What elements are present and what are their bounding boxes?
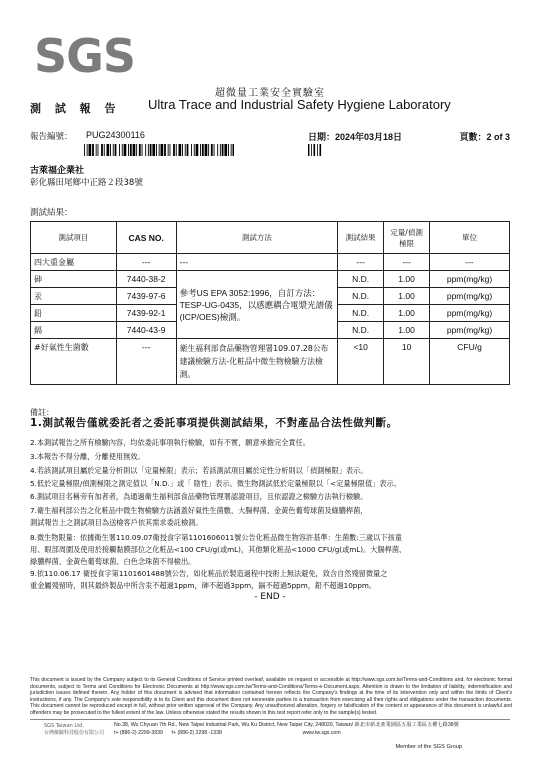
cell-method-metals: 參考US EPA 3052:1996，自訂方法：TESP-UG-0435，以感應耦合電漿光譜儀(ICP/OES)檢測。 <box>176 271 338 339</box>
report-title: 測 試 報 告 <box>30 102 121 115</box>
cell-limit: --- <box>384 254 430 271</box>
note-4: 4.若該測試項目屬於定量分析則以「定量極限」表示；若該測試項目屬於定性分析則以「偵測極限」表示。 <box>30 466 368 475</box>
footer-address-block <box>114 721 459 737</box>
results-table <box>30 221 510 385</box>
header-item: 測試項目 <box>31 222 117 254</box>
cell-limit: 10 <box>384 339 430 385</box>
client-name: 古萊福企業社 <box>30 166 85 176</box>
header-limit: 定量/偵測極限 <box>384 222 430 254</box>
note-7-cont: 測試報告上之測試項目為送檢客戶依其需求委託檢測。 <box>30 518 203 527</box>
footer-company: SGS Taiwan Ltd. 台灣檢驗科技股份有限公司 <box>44 723 105 736</box>
cell-result: <10 <box>338 339 384 385</box>
note-9-cont: 重金屬殘留時，則其最終製品中所含汞不超過1ppm，砷不超過3ppm，鎘不超過5ppm，鉛不超過10ppm。 <box>30 581 377 590</box>
end-marker: - END - <box>254 592 286 602</box>
cell-unit: ppm(mg/kg) <box>430 305 510 322</box>
cell-cas: 7439-97-6 <box>116 288 176 305</box>
notes-title: 備註： <box>30 408 54 417</box>
cell-result: --- <box>338 254 384 271</box>
cell-method: --- <box>176 254 338 271</box>
cell-result: N.D. <box>338 322 384 339</box>
note-1: 1.測試報告僅就委託者之委託事項提供測試結果，不對產品合法性做判斷。 <box>30 417 398 429</box>
header-unit: 單位 <box>430 222 510 254</box>
note-3: 3.本報告不得分離，分離使用無效。 <box>30 452 145 461</box>
lab-name-cn: 超微量工業安全實驗室 <box>215 88 325 99</box>
cell-method-micro: 衛生福利部食品藥物管理署109.07.28公布建議檢驗方法-化粧品中微生物檢驗方法檢測。 <box>176 339 338 385</box>
table-row <box>31 339 510 385</box>
cell-cas: --- <box>116 339 176 385</box>
footer-contacts: t+ (886-2) 2299-3939 f+ (886-2) 2298 -1338 www.tw.sgs.com <box>114 730 341 736</box>
cell-cas: 7440-43-9 <box>116 322 176 339</box>
note-8-cont-1: 用、眼部周圍及使用於接觸黏膜部位之化粧品<100 CFU/g(或mL)，其他類化粧品<1000 CFU/g(或mL)。大腸桿菌、 <box>30 545 407 554</box>
barcode <box>84 144 234 156</box>
header-cas: CAS NO. <box>116 222 176 254</box>
note-5: 5.低於定量極限/偵測極限之測定值以「N.D.」或「 陰性」表示。微生物測試低於定量極限以「<定量極限值」表示。 <box>30 479 401 488</box>
cell-result: N.D. <box>338 271 384 288</box>
cell-result: N.D. <box>338 288 384 305</box>
table-header-row <box>31 222 510 254</box>
cell-limit: 1.00 <box>384 305 430 322</box>
cell-cas: 7440-38-2 <box>116 271 176 288</box>
page-number: 頁數：2 of 3 <box>459 132 510 142</box>
cell-cas: --- <box>116 254 176 271</box>
cell-unit: ppm(mg/kg) <box>430 271 510 288</box>
sgs-logo: SGS <box>34 29 136 83</box>
cell-limit: 1.00 <box>384 322 430 339</box>
cell-cas: 7439-92-1 <box>116 305 176 322</box>
note-6: 6.測試項目名稱旁有加者者，為通過衛生福利部食品藥物管理署認證項目，且依認證之檢驗方法執行檢驗。 <box>30 492 368 501</box>
cell-limit: 1.00 <box>384 288 430 305</box>
report-date: 日期：2024年03月18日 <box>308 132 403 142</box>
header-result: 測試結果 <box>338 222 384 254</box>
cell-unit: ppm(mg/kg) <box>430 288 510 305</box>
cell-unit: CFU/g <box>430 339 510 385</box>
header-method: 測試方法 <box>176 222 338 254</box>
cell-item: 鎘 <box>31 322 117 339</box>
barcode-mark <box>308 144 322 156</box>
note-2: 2.本測試報告之所有檢驗內容，均依委託事項執行檢驗，如有不實，願意承擔完全責任。 <box>30 438 310 447</box>
member-of-group: Member of the SGS Group <box>395 744 462 750</box>
footer-address: No.38, Wu Chyuan 7th Rd., New Taipei Industrial Park, Wu Ku District, New Taipei City, 248020, Taiwan/ 新北市新北產業園區五股工業區五權七路38號 <box>114 722 459 728</box>
client-address: 彰化縣田尾鄉中正路２段38號 <box>30 178 143 188</box>
note-7: 7.衛生福利部公告之化粧品中微生物檢驗方法涵蓋好氣性生菌數、大腸桿菌、金黃色葡萄球菌及綠膿桿菌， <box>30 506 368 515</box>
cell-item: #好氣性生菌數 <box>31 339 117 385</box>
report-no-label: 報告編號： <box>30 132 73 142</box>
legal-disclaimer: This document is issued by the Company subject to its General Conditions of Service printed overleaf, available on request or accessible at http://www.sgs.com.tw/Terms-and-Conditions and, for electronic format documents, subject to Terms and Conditions for Electronic Documents at http://www.sgs.com.tw/Terms-and-Conditions/Terms-e-Document.aspx. Attention is drawn to the limitation of liability, indemnification and jurisdiction issues defined therein. Any holder of this document is advised that information contained hereon reflects the Company's findings at the time of its intervention only and within the limits of Client's instructions, if any. The Company's sole responsibility is to its Client and this document does not exonerate parties to a transaction from exercising all their rights and obligations under the transaction documents. This document cannot be reproduced except in full, without prior written approval of the Company. Any unauthorized alteration, forgery or falsification of the content or appearance of this document is unlawful and offenders may be prosecuted to the fullest extent of the law. Unless otherwise stated the results shown in this test report refer only to the sample(s) tested. <box>30 677 512 716</box>
table-row <box>31 271 510 288</box>
table-row <box>31 254 510 271</box>
cell-unit: ppm(mg/kg) <box>430 322 510 339</box>
report-no: PUG24300116 <box>86 130 145 140</box>
cell-item: 鉛 <box>31 305 117 322</box>
footer-divider <box>30 719 510 720</box>
cell-item: 砷 <box>31 271 117 288</box>
cell-item: 四大重金屬 <box>31 254 117 271</box>
cell-unit: --- <box>430 254 510 271</box>
note-9: 9.依110.06.17 衛授食字第1101601488號公告，如化粧品於製造過程中技術上無法避免，致含自然殘留微量之 <box>30 569 388 578</box>
lab-name-en: Ultra Trace and Industrial Safety Hygiene Laboratory <box>148 97 451 112</box>
note-8: 8.微生物限量：依據衛生署110.09.07衛授食字第1101606011號公告化粧品微生物容許基準：生菌數:三歲以下孩童 <box>30 533 402 542</box>
results-label: 測試結果： <box>30 208 73 218</box>
cell-limit: 1.00 <box>384 271 430 288</box>
cell-result: N.D. <box>338 305 384 322</box>
note-8-cont-2: 綠膿桿菌、金黃色葡萄球菌、白色念珠菌不得檢出。 <box>30 557 196 566</box>
cell-item: 汞 <box>31 288 117 305</box>
